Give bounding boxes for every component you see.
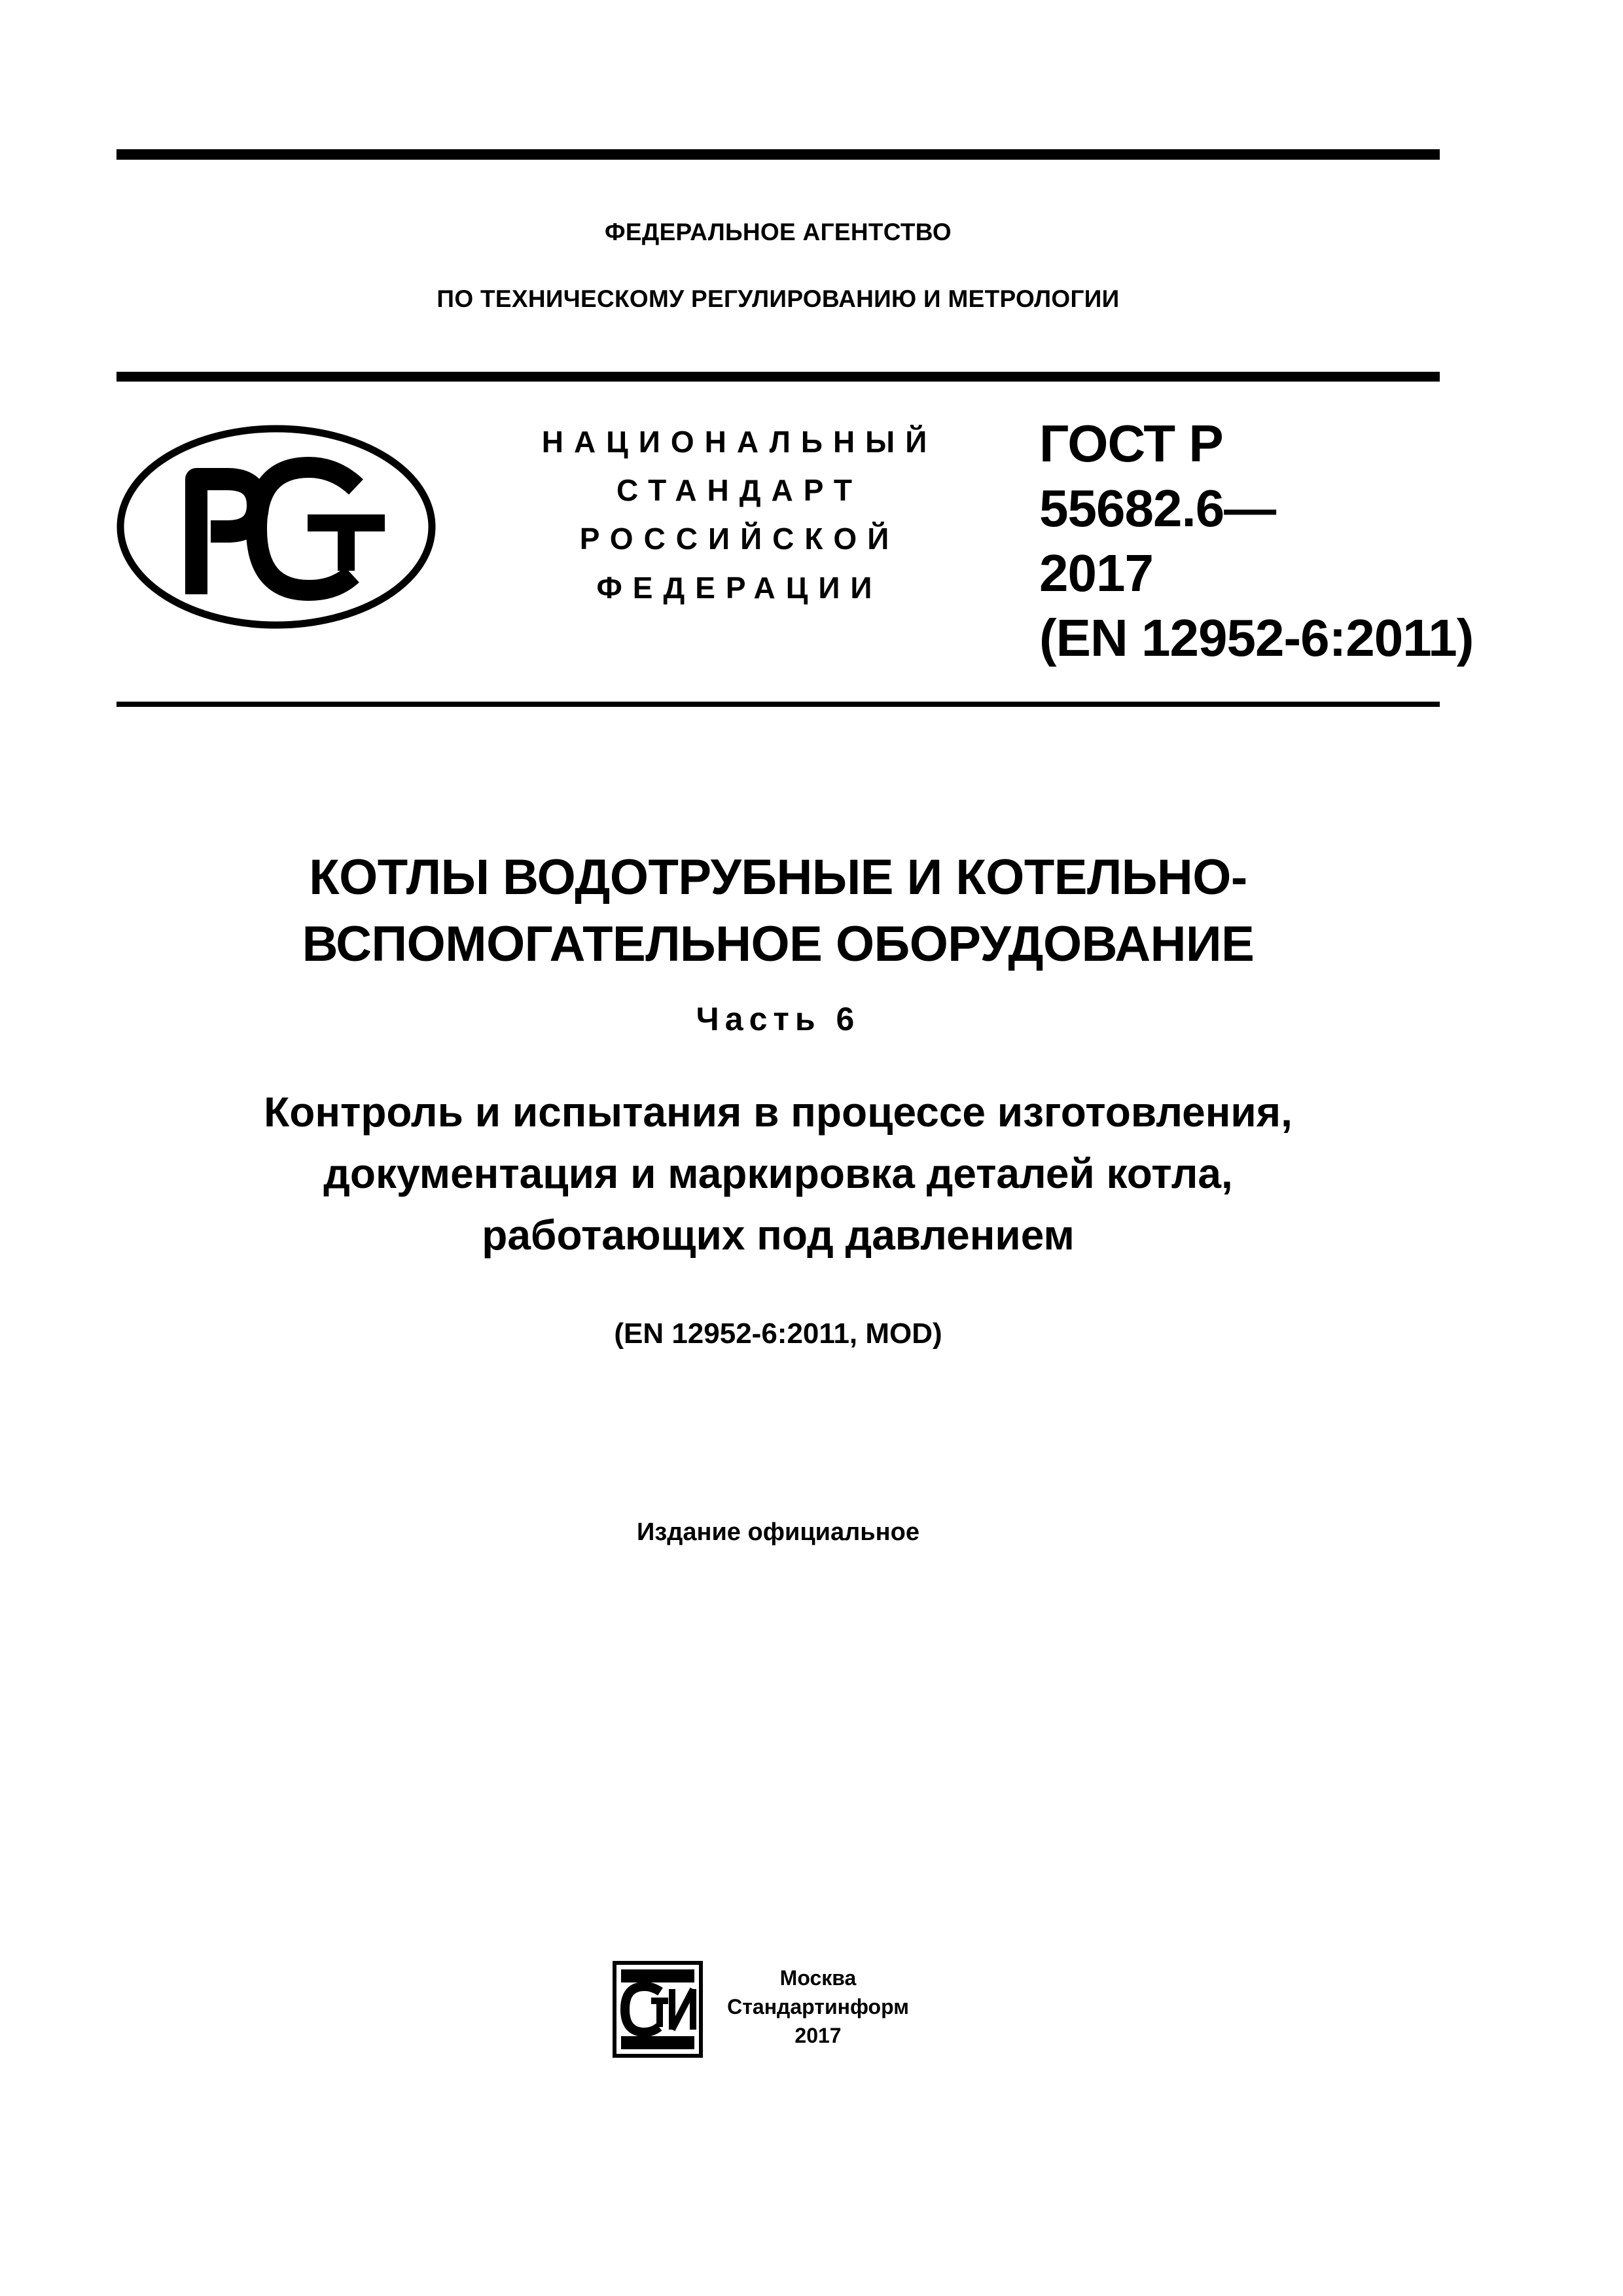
publisher-city: Москва (779, 1966, 857, 1990)
standard-designation (1039, 411, 1474, 670)
standard-type-line-2: СТАНДАРТ (616, 473, 863, 507)
part-label: Часть 6 (696, 1001, 861, 1037)
standard-type-line-4: ФЕДЕРАЦИИ (596, 571, 883, 605)
subtitle-line-1: Контроль и испытания в процессе изготовления, (264, 1088, 1293, 1136)
designation-line-1: ГОСТ Р (1039, 414, 1223, 473)
top-rule (116, 149, 1440, 160)
main-title-line-2: ВСПОМОГАТЕЛЬНОЕ ОБОРУДОВАНИЕ (302, 916, 1255, 972)
designation-rule (116, 702, 1440, 707)
standartinform-logo-icon (612, 1960, 704, 2058)
standard-type-line-3: РОССИЙСКОЙ (579, 522, 900, 556)
standard-type-line-1: НАЦИОНАЛЬНЫЙ (541, 425, 938, 459)
subtitle-line-3: работающих под давлением (482, 1211, 1075, 1259)
agency-line-1: ФЕДЕРАЛЬНОЕ АГЕНТСТВО (605, 219, 952, 245)
publisher-name: Стандартинформ (727, 1995, 909, 2018)
publisher-year: 2017 (794, 2024, 842, 2047)
publisher-block (720, 1964, 916, 2050)
subtitle-line-2: документация и маркировка деталей котла, (323, 1150, 1233, 1197)
designation-line-4: (EN 12952-6:2011) (1039, 609, 1474, 667)
edition-label: Издание официальное (637, 1518, 919, 1546)
main-title-line-1: КОТЛЫ ВОДОТРУБНЫЕ И КОТЕЛЬНО- (309, 850, 1247, 905)
designation-line-2: 55682.6— (1039, 479, 1276, 537)
subtitle (116, 1081, 1440, 1266)
main-title (116, 844, 1440, 978)
equivalence-note: (EN 12952-6:2011, MOD) (614, 1318, 942, 1350)
rst-conformity-mark-icon (113, 419, 440, 635)
header-rule (116, 372, 1440, 382)
designation-line-3: 2017 (1039, 544, 1153, 602)
agency-line-2: ПО ТЕХНИЧЕСКОМУ РЕГУЛИРОВАНИЮ И МЕТРОЛОГИИ (437, 285, 1120, 312)
